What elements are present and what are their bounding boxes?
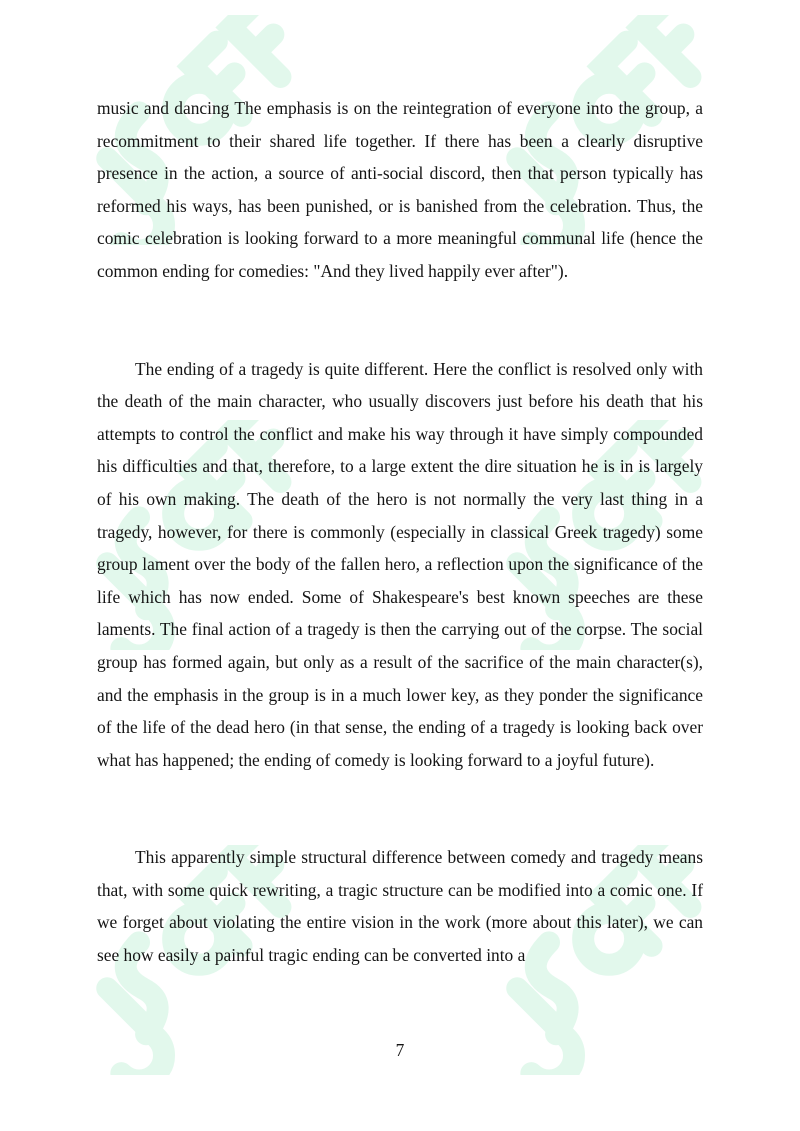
- paragraph-continued: music and dancing The emphasis is on the reintegration of everyone into the group, a recommitment to their shared life together. If there has been a clearly disruptive presence in the action, a source of anti-social discord, then that person typically has reformed his ways, has been punished, or is banished from the celebration. Thus, the comic celebration is looking forward to a more meaningful communal life (hence the common ending for comedies: "And they lived happily ever after").: [97, 98, 703, 281]
- paragraph-tragedy-ending: The ending of a tragedy is quite different. Here the conflict is resolved only with the death of the main character, who usually discovers just before his death that his attempts to control the conflict and make his way through it have simply compounded his difficulties and that, therefore, to a large extent the dire situation he is in is largely of his own making. The death of the hero is not normally the very last thing in a tragedy, however, for there is commonly (especially in classical Greek tragedy) some group lament over the body of the fallen hero, a reflection upon the significance of the life which has now ended. Some of Shakespeare's best known speeches are these laments. The final action of a tragedy is then the carrying out of the corpse. The social group has formed again, but only as a result of the sacrifice of the main character(s), and the emphasis in the group is in a much lower key, as they ponder the significance of the life of the dead hero (in that sense, the ending of a tragedy is looking back over what has happened; the ending of comedy is looking forward to a joyful future).: [97, 358, 703, 770]
- page-body: [97, 92, 703, 972]
- paragraph-gap: [97, 288, 703, 353]
- page-number: 7: [395, 1040, 405, 1060]
- paragraph-structural-difference: This apparently simple structural difference between comedy and tragedy means that, with some quick rewriting, a tragic structure can be modified into a comic one. If we forget about violating the entire vision in the work (more about this later), we can see how easily a painful tragic ending can be converted into a: [97, 847, 703, 966]
- paragraph-gap: [97, 776, 703, 841]
